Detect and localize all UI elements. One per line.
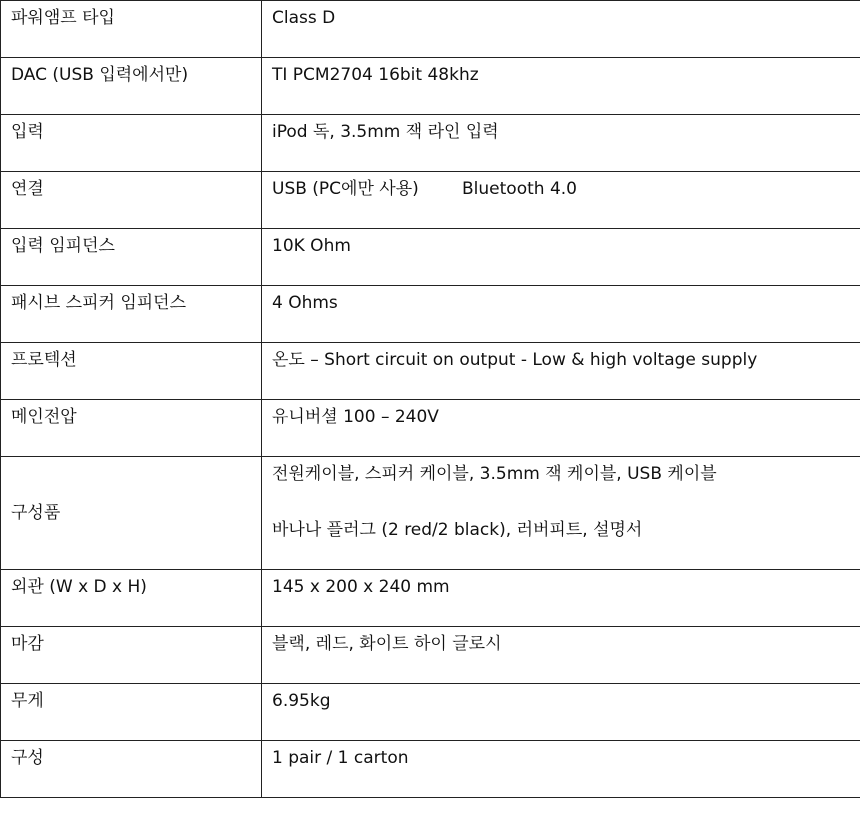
spec-value — [262, 627, 860, 684]
spec-label: 구성품 — [1, 457, 262, 570]
spec-row-mains-voltage — [1, 400, 860, 457]
spec-label: 파워앰프 타입 — [1, 1, 262, 58]
spec-value-line: 블랙, 레드, 화이트 하이 글로시 — [272, 634, 502, 654]
spec-value — [262, 741, 860, 798]
spec-value-line: 전원케이블, 스피커 케이블, 3.5mm 잭 케이블, USB 케이블 — [272, 464, 717, 484]
spec-value-line: 1 pair / 1 carton — [272, 748, 409, 768]
spec-row-connection — [1, 172, 860, 229]
spec-value-line: 145 x 200 x 240 mm — [272, 577, 450, 597]
spec-row-protection — [1, 343, 860, 400]
spec-label: 프로텍션 — [1, 343, 262, 400]
spec-value-line: Class D — [272, 8, 336, 28]
spec-table-body — [1, 1, 860, 798]
spec-value — [262, 115, 860, 172]
spec-label: 메인전압 — [1, 400, 262, 457]
spec-value — [262, 684, 860, 741]
spec-label: 패시브 스피커 임피던스 — [1, 286, 262, 343]
spec-value-line: 4 Ohms — [272, 293, 338, 313]
spec-value-line: iPod 독, 3.5mm 잭 라인 입력 — [272, 122, 499, 142]
spec-label: 외관 (W x D x H) — [1, 570, 262, 627]
spec-value-line: 10K Ohm — [272, 236, 351, 256]
spec-value-line: 바나나 플러그 (2 red/2 black), 러버피트, 설명서 — [272, 520, 643, 540]
spec-label: 입력 임피던스 — [1, 229, 262, 286]
spec-row-dimensions — [1, 570, 860, 627]
spec-label: 마감 — [1, 627, 262, 684]
spec-label: 입력 — [1, 115, 262, 172]
spec-value — [262, 229, 860, 286]
spec-row-speaker-impedance — [1, 286, 860, 343]
spec-row-packing — [1, 741, 860, 798]
spec-label: 무게 — [1, 684, 262, 741]
spec-value — [262, 58, 860, 115]
spec-value — [262, 570, 860, 627]
spec-value — [262, 343, 860, 400]
spec-value — [262, 400, 860, 457]
spec-value — [262, 172, 860, 229]
spec-row-input — [1, 115, 860, 172]
spec-row-contents — [1, 457, 860, 570]
spec-label: 구성 — [1, 741, 262, 798]
spec-row-finish — [1, 627, 860, 684]
spec-value-line: 유니버셜 100 – 240V — [272, 407, 439, 427]
spec-row-amp-type — [1, 1, 860, 58]
spec-value — [262, 1, 860, 58]
spec-value-line: 온도 – Short circuit on output - Low & high voltage supply — [272, 350, 758, 370]
spec-row-dac — [1, 58, 860, 115]
spec-value-line: USB (PC에만 사용) Bluetooth 4.0 — [272, 179, 577, 199]
spec-value — [262, 457, 860, 570]
spec-value-line: 6.95kg — [272, 691, 331, 711]
spec-label: DAC (USB 입력에서만) — [1, 58, 262, 115]
spec-row-weight — [1, 684, 860, 741]
spec-value-line: TI PCM2704 16bit 48khz — [272, 65, 479, 85]
spec-label: 연결 — [1, 172, 262, 229]
spec-value — [262, 286, 860, 343]
spec-row-input-impedance — [1, 229, 860, 286]
